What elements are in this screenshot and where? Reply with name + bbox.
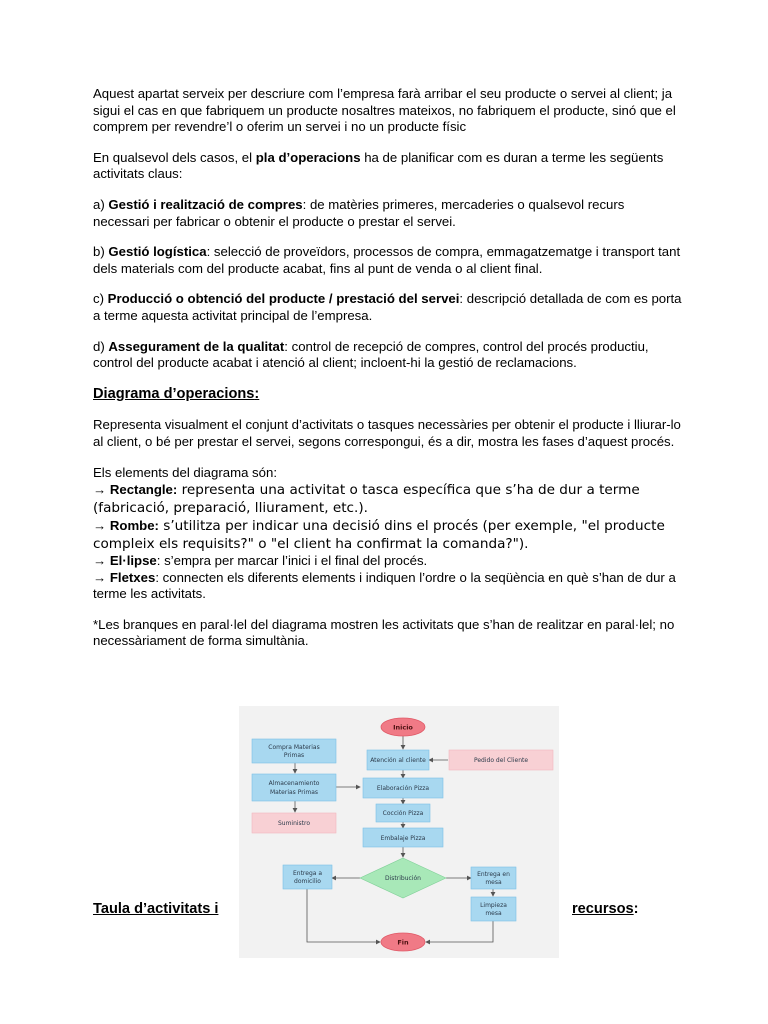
activity-c xyxy=(93,291,683,324)
activity-b xyxy=(93,244,683,277)
entrega-domicilio-line2: domicilio xyxy=(294,878,321,885)
limpieza-line2: mesa xyxy=(485,910,502,917)
operations-flowchart xyxy=(239,706,559,958)
elaboracion-label: Elaboración Pizza xyxy=(376,785,430,792)
activity-prefix: d) xyxy=(93,338,109,354)
distribucion-diamond xyxy=(360,858,446,898)
coccion-label: Cocción Pizza xyxy=(382,810,424,817)
activity-prefix: c) xyxy=(93,291,108,307)
pla-text-before: En qualsevol dels casos, el xyxy=(93,149,256,165)
suministro-label: Suministro xyxy=(277,820,311,827)
taula-heading-left: Taula d’activitats i xyxy=(93,901,219,917)
element-text: : s’empra per marcar l’inici i el final del procés. xyxy=(156,553,428,569)
element-text: representa una activitat o tasca específica que s’ha de dur a terme (fabricació, preparació, lliurament, etc.). xyxy=(93,482,640,517)
compra-label-line2: Primas xyxy=(283,752,305,759)
entrega-domicilio-box xyxy=(283,865,332,889)
taula-heading-colon: : xyxy=(633,901,639,917)
pedido-label: Pedido del Cliente xyxy=(473,757,529,764)
elements-intro: Els elements del diagrama són: xyxy=(93,464,277,480)
almacenamiento-label-line1: Almacenamiento xyxy=(268,780,320,787)
activity-text: : descripció detallada de com es porta a terme aquesta activitat principal de l’empresa. xyxy=(93,291,682,323)
diagram-heading-text: Diagrama d’operacions xyxy=(93,385,255,402)
compra-label-line1: Compra Materias xyxy=(268,744,320,751)
element-rhombus xyxy=(93,517,683,553)
elaboracion-pizza-box xyxy=(363,778,443,798)
activity-a xyxy=(93,197,683,230)
diagram-description: Representa visualment el conjunt d’activitats o tasques necessàries per obtenir el producte i lliurar-lo al client, o bé per prestar el servei, segons correspongui, és a dir, mostra les fases d’aquest procés. xyxy=(93,417,681,449)
arrow-icon: → xyxy=(93,518,110,534)
activity-text: : de matèries primeres, mercaderies o qualsevol recurs necessari per fabricar o obtenir el producte o prestar el servei. xyxy=(93,196,625,229)
diagram-heading xyxy=(93,386,683,403)
compra-materias-box xyxy=(252,739,336,763)
almacenamiento-box xyxy=(252,774,336,801)
activity-d xyxy=(93,339,683,372)
diagram-heading-colon: : xyxy=(254,385,260,402)
end-label: Fin xyxy=(397,938,409,947)
pla-bold: pla d’operacions xyxy=(255,149,361,165)
entrega-domicilio-line1: Entrega a xyxy=(292,870,323,877)
element-title: Fletxes xyxy=(109,569,156,585)
activity-text: : control de recepció de compres, control del procés productiu, control del producte acabat i atenció al client; incloent-hi la gestió de reclamacions. xyxy=(93,338,649,371)
element-title: Rombe: xyxy=(109,518,159,534)
taula-heading-right-text: recursos xyxy=(572,901,634,917)
activity-prefix: a) xyxy=(93,196,109,212)
limpieza-mesa-box xyxy=(471,897,516,921)
element-text: : connecten els diferents elements i indiquen l’ordre o la seqüència en què s’han de dur a terme les activitats. xyxy=(93,569,676,602)
arrow-icon: → xyxy=(93,482,110,498)
element-ellipse xyxy=(93,553,683,570)
embalaje-pizza-box xyxy=(363,828,443,847)
pedido-cliente-box xyxy=(449,750,553,770)
activity-title: Gestió logística xyxy=(108,244,207,260)
coccion-pizza-box xyxy=(376,804,430,822)
activity-title: Gestió i realització de compres xyxy=(108,196,303,212)
embalaje-label: Embalaje Pizza xyxy=(380,835,426,842)
start-ellipse xyxy=(381,718,425,736)
entrega-mesa-line2: mesa xyxy=(485,879,502,886)
almacenamiento-label-line2: Materias Primas xyxy=(269,789,319,796)
activity-prefix: b) xyxy=(93,244,109,260)
element-rectangle xyxy=(93,481,683,517)
element-arrows xyxy=(93,570,683,603)
element-text: s’utilitza per indicar una decisió dins el procés (per exemple, "el producte compleix els requisits?" o "el client ha confirmat la comanda?"). xyxy=(93,518,665,553)
arrow-icon: → xyxy=(93,569,110,585)
atencion-cliente-box xyxy=(367,750,429,770)
arrow-icon: → xyxy=(93,553,110,569)
taula-heading-right xyxy=(572,901,639,918)
pla-paragraph xyxy=(93,150,683,183)
activity-text: : selecció de proveïdors, processos de compra, emmagatzematge i transport tant dels materials com del producte acabat, fins al punt de venda o al client final. xyxy=(93,244,681,276)
entrega-mesa-box xyxy=(471,867,516,889)
flowchart-svg xyxy=(239,706,559,958)
suministro-box xyxy=(252,813,336,833)
activity-title: Assegurament de la qualitat xyxy=(108,338,285,354)
atencion-label: Atención al cliente xyxy=(370,757,426,764)
element-title: Rectangle: xyxy=(109,482,178,498)
pla-text-after: ha de planificar com es duran a terme les següents activitats claus: xyxy=(93,149,664,182)
distribucion-label: Distribución xyxy=(385,875,421,882)
end-ellipse xyxy=(381,933,425,951)
start-label: Inicio xyxy=(393,723,413,732)
parallel-note: *Les branques en paral·lel del diagrama mostren les activitats que s’han de realitzar en paral·lel; no necessàriament de forma simultània. xyxy=(93,616,675,649)
intro-paragraph: Aquest apartat serveix per descriure com l’empresa farà arribar el seu producte o servei al client; ja sigui el cas en que fabriquem un producte nosaltres mateixos, no fabriquem el producte, sinó que el comprem per revendre’l o oferim un servei i no un producte físic xyxy=(93,86,676,135)
entrega-mesa-line1: Entrega en xyxy=(477,871,510,878)
activity-title: Producció o obtenció del producte / prestació del servei xyxy=(107,291,460,307)
element-title: El·lipse xyxy=(109,553,157,569)
limpieza-line1: Limpieza xyxy=(480,902,507,909)
document-body xyxy=(93,86,683,664)
